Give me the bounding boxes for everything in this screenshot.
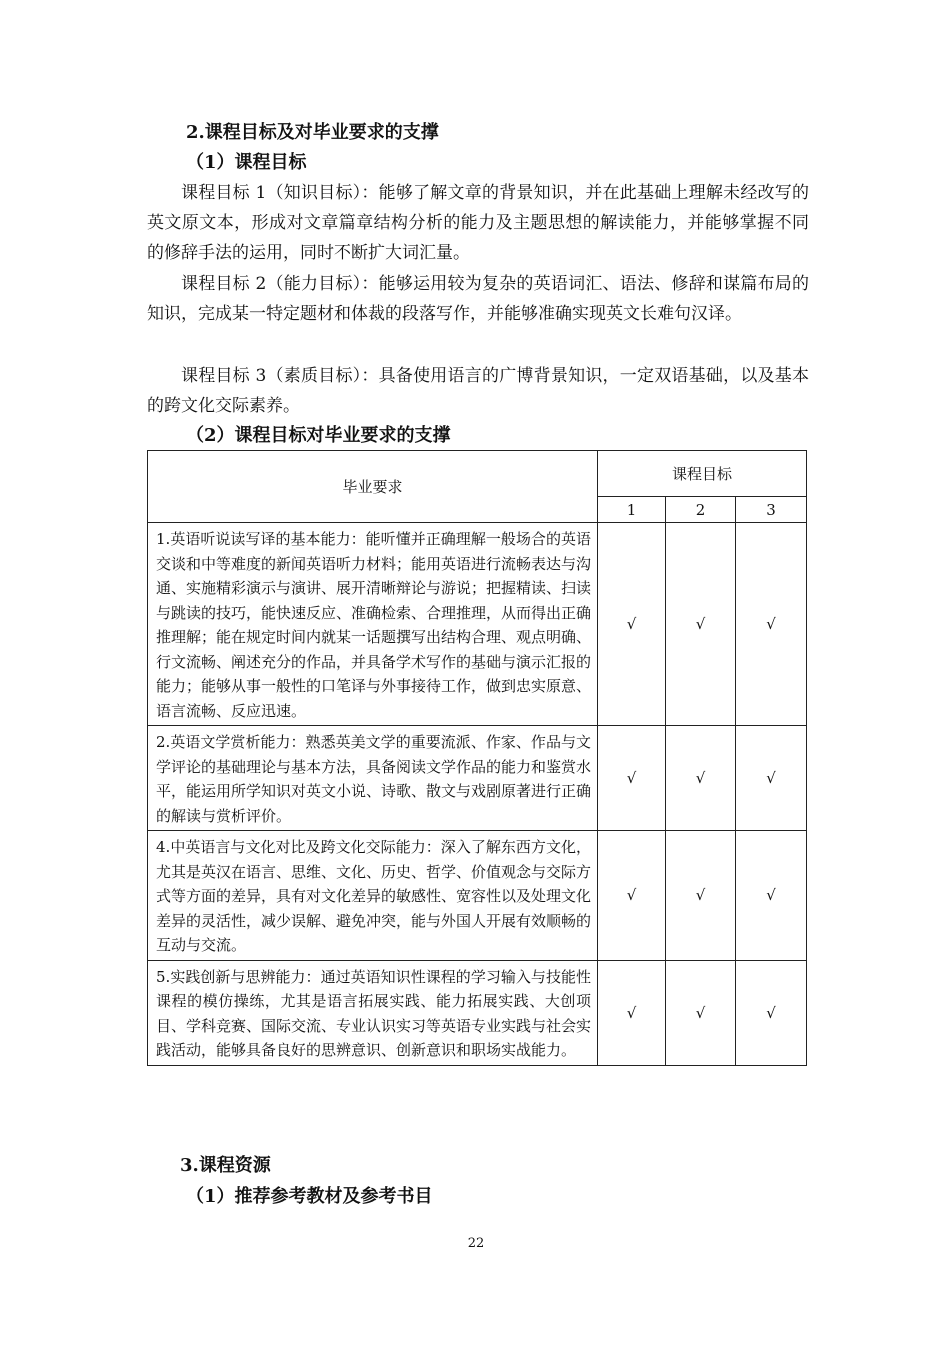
section-3-heading: 3.课程资源 — [180, 1155, 271, 1176]
check-mark: √ — [666, 523, 736, 726]
check-mark: √ — [736, 960, 807, 1065]
check-mark: √ — [666, 960, 736, 1065]
goal-1-paragraph: 课程目标 1（知识目标）：能够了解文章的背景知识，并在此基础上理解未经改写的英文原文本，形成对文章篇章结构分析的能力及主题思想的解读能力，并能够掌握不同的修辞手法的运用，同时不断扩大词汇量。 — [147, 183, 809, 263]
table-row — [148, 726, 807, 831]
check-mark: √ — [666, 726, 736, 831]
check-mark: √ — [598, 960, 666, 1065]
check-mark: √ — [736, 726, 807, 831]
check-mark: √ — [736, 831, 807, 961]
header-requirement: 毕业要求 — [148, 451, 598, 523]
goal-3-paragraph: 课程目标 3（素质目标）：具备使用语言的广博背景知识，一定双语基础，以及基本的跨文化交际素养。 — [147, 366, 809, 416]
requirement-cell: 1.英语听说读写译的基本能力：能听懂并正确理解一般场合的英语交谈和中等难度的新闻英语听力材料；能用英语进行流畅表达与沟通、实施精彩演示与演讲、展开清晰辩论与游说；把握精读、扫读与跳读的技巧，能快速反应、准确检索、合理推理，从而得出正确推理解；能在规定时间内就某一话题撰写出结构合理、观点明确、行文流畅、阐述充分的作品，并具备学术写作的基础与演示汇报的能力；能够从事一般性的口笔译与外事接待工作，做到忠实原意、语言流畅、反应迅速。 — [148, 523, 598, 726]
check-mark: √ — [666, 831, 736, 961]
check-mark: √ — [598, 831, 666, 961]
section-3-1-heading: （1）推荐参考教材及参考书目 — [186, 1186, 433, 1207]
table-row — [148, 960, 807, 1065]
section-2-heading: 2.课程目标及对毕业要求的支撑 — [186, 122, 439, 143]
requirement-cell: 4.中英语言与文化对比及跨文化交际能力：深入了解东西方文化，尤其是英汉在语言、思维、文化、历史、哲学、价值观念与交际方式等方面的差异，具有对文化差异的敏感性、宽容性以及处理文化差异的灵活性，减少误解、避免冲突，能与外国人开展有效顺畅的互动与交流。 — [148, 831, 598, 961]
requirement-cell: 5.实践创新与思辨能力：通过英语知识性课程的学习输入与技能性课程的模仿操练，尤其是语言拓展实践、能力拓展实践、大创项目、学科竞赛、国际交流、专业认识实习等英语专业实践与社会实践活动，能够具备良好的思辨意识、创新意识和职场实战能力。 — [148, 960, 598, 1065]
table-row — [148, 523, 807, 726]
section-2-1-heading: （1）课程目标 — [186, 152, 307, 173]
section-2-2-heading: （2）课程目标对毕业要求的支撑 — [186, 425, 451, 446]
support-matrix-table — [147, 450, 807, 1066]
check-mark: √ — [598, 523, 666, 726]
header-course-goals: 课程目标 — [598, 451, 807, 497]
goal-2-paragraph: 课程目标 2（能力目标）：能够运用较为复杂的英语词汇、语法、修辞和谋篇布局的知识，完成某一特定题材和体裁的段落写作，并能够准确实现英文长难句汉译。 — [147, 274, 809, 324]
check-mark: √ — [598, 726, 666, 831]
header-goal-2: 2 — [666, 497, 736, 523]
requirement-cell: 2.英语文学赏析能力：熟悉英美文学的重要流派、作家、作品与文学评论的基础理论与基本方法，具备阅读文学作品的能力和鉴赏水平，能运用所学知识对英文小说、诗歌、散文与戏剧原著进行正确的解读与赏析评价。 — [148, 726, 598, 831]
header-goal-3: 3 — [736, 497, 807, 523]
page-number: 22 — [467, 1236, 485, 1251]
check-mark: √ — [736, 523, 807, 726]
header-goal-1: 1 — [598, 497, 666, 523]
table-row — [148, 831, 807, 961]
